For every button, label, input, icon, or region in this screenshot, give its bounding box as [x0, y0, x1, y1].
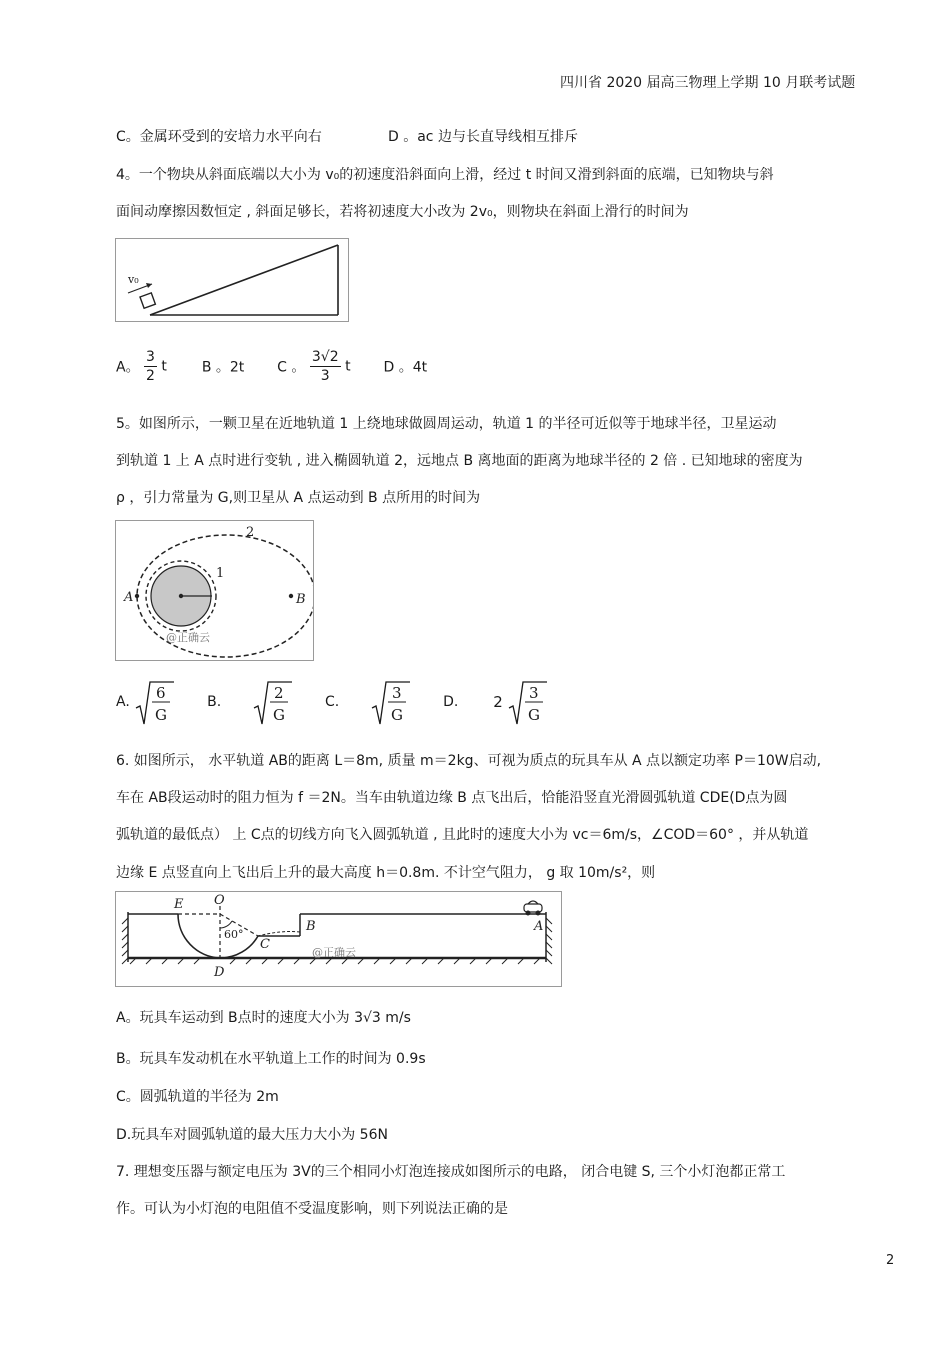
q4-incline-figure: [115, 238, 349, 322]
q5-option-d-label: D.: [443, 694, 459, 710]
q5-label-1: 1: [216, 566, 225, 581]
q4-option-a-label: A。: [116, 359, 140, 376]
q6-stem-line3: 弧轨道的最低点） 上 C点的切线方向飞入圆弧轨道 , 且此时的速度大小为 vc＝6m/s，∠COD＝60° ，并从轨道: [116, 827, 809, 843]
q4-option-c-fraction: [310, 348, 341, 385]
q6-label-b: B: [306, 919, 316, 934]
q4-v0-label: v₀: [128, 273, 139, 286]
q6-stem-line2: 车在 AB段运动时的阻力恒为 f ＝2N。当车由轨道边缘 B 点飞出后，恰能沿竖直光滑圆弧轨道 CDE(D点为圆: [116, 790, 788, 806]
page-header: 四川省 2020 届高三物理上学期 10 月联考试题: [560, 75, 856, 91]
q6-label-a: A: [534, 919, 544, 934]
q4-option-d: D 。4t: [383, 359, 428, 376]
q5-option-c-numerator: 3: [392, 684, 402, 702]
q5-option-c-radical: [370, 678, 410, 726]
q4-option-a-suffix: t: [161, 358, 167, 375]
q3-option-c: C。金属环受到的安培力水平向右: [116, 129, 322, 145]
q4-option-c-numerator: 3√2: [311, 349, 339, 365]
q4-option-c-label: C 。: [277, 359, 306, 376]
q5-option-b-denominator: G: [273, 706, 286, 724]
q5-label-b: B: [296, 592, 306, 607]
q7-stem-line2: 作。可认为小灯泡的电阻值不受温度影响，则下列说法正确的是: [116, 1201, 508, 1217]
q5-option-a-label: A.: [116, 694, 130, 710]
q5-stem-line3: ρ ，引力常量为 G,则卫星从 A 点运动到 B 点所用的时间为: [116, 490, 481, 506]
q5-option-a-denominator: G: [155, 706, 168, 724]
q5-label-a: A: [124, 590, 134, 605]
q5-label-2: 2: [246, 525, 255, 540]
q5-option-d-radical: [507, 678, 547, 726]
q4-options: [116, 348, 427, 392]
q6-stem-line4: 边缘 E 点竖直向上飞出后上升的最大高度 h＝0.8m. 不计空气阻力， g 取 10m/s²，则: [116, 865, 656, 881]
q4-option-a-numerator: 3: [146, 349, 155, 365]
q5-option-d-coefficient: 2: [493, 693, 503, 711]
q6-option-d: D.玩具车对圆弧轨道的最大压力大小为 56N: [116, 1127, 388, 1143]
q4-stem-line1: 4。一个物块从斜面底端以大小为 v₀的初速度沿斜面向上滑，经过 t 时间又滑到斜面的底端，已知物块与斜: [116, 167, 774, 183]
q4-option-c-suffix: t: [345, 358, 351, 375]
q5-option-d-numerator: 3: [529, 684, 539, 702]
q5-option-b-radical: [252, 678, 292, 726]
q5-option-a-numerator: 6: [156, 684, 166, 702]
q5-watermark: @正确云: [166, 631, 210, 644]
q5-option-b-label: B.: [207, 694, 222, 710]
q6-option-a: A。玩具车运动到 B点时的速度大小为 3√3 m/s: [116, 1010, 411, 1026]
q5-option-c-label: C.: [325, 694, 340, 710]
q7-stem-line1: 7. 理想变压器与额定电压为 3V的三个相同小灯泡连接成如图所示的电路， 闭合电键 S, 三个小灯泡都正常工: [116, 1164, 786, 1180]
q5-option-d-denominator: G: [528, 706, 541, 724]
q6-label-60: 60°: [224, 928, 244, 941]
q6-stem-line1: 6. 如图所示， 水平轨道 AB的距离 L＝8m, 质量 m＝2kg、可视为质点的玩具车从 A 点以额定功率 P＝10W启动,: [116, 753, 822, 769]
q6-track-figure: [115, 891, 562, 987]
q4-option-a-fraction: [144, 348, 157, 385]
q5-orbit-figure: [115, 520, 314, 661]
q5-stem-line2: 到轨道 1 上 A 点时进行变轨 , 进入椭圆轨道 2，远地点 B 离地面的距离为地球半径的 2 倍 . 已知地球的密度为: [116, 453, 803, 469]
q5-stem-line1: 5。如图所示，一颗卫星在近地轨道 1 上绕地球做圆周运动，轨道 1 的半径可近似等于地球半径，卫星运动: [116, 416, 777, 432]
q6-watermark: @正确云: [312, 946, 356, 959]
q6-label-o: O: [214, 893, 225, 908]
q4-stem-line2: 面间动摩擦因数恒定 , 斜面足够长，若将初速度大小改为 2v₀，则物块在斜面上滑行的时间为: [116, 204, 689, 220]
q6-label-c: C: [260, 937, 270, 952]
q6-option-b: B。玩具车发动机在水平轨道上工作的时间为 0.9s: [116, 1051, 426, 1067]
q5-option-c-denominator: G: [391, 706, 404, 724]
q4-option-a-denominator: 2: [146, 368, 155, 384]
q4-option-b: B 。2t: [201, 359, 245, 376]
q3-option-d: D 。ac 边与长直导线相互排斥: [388, 129, 578, 145]
q6-label-e: E: [174, 897, 184, 912]
q6-label-d: D: [214, 965, 225, 980]
page-number: 2: [886, 1253, 895, 1268]
q5-options: [116, 678, 547, 728]
q6-option-c: C。圆弧轨道的半径为 2m: [116, 1089, 279, 1105]
q4-option-c-denominator: 3: [320, 368, 330, 384]
q5-option-b-numerator: 2: [274, 684, 284, 702]
q5-option-a-radical: [134, 678, 174, 726]
